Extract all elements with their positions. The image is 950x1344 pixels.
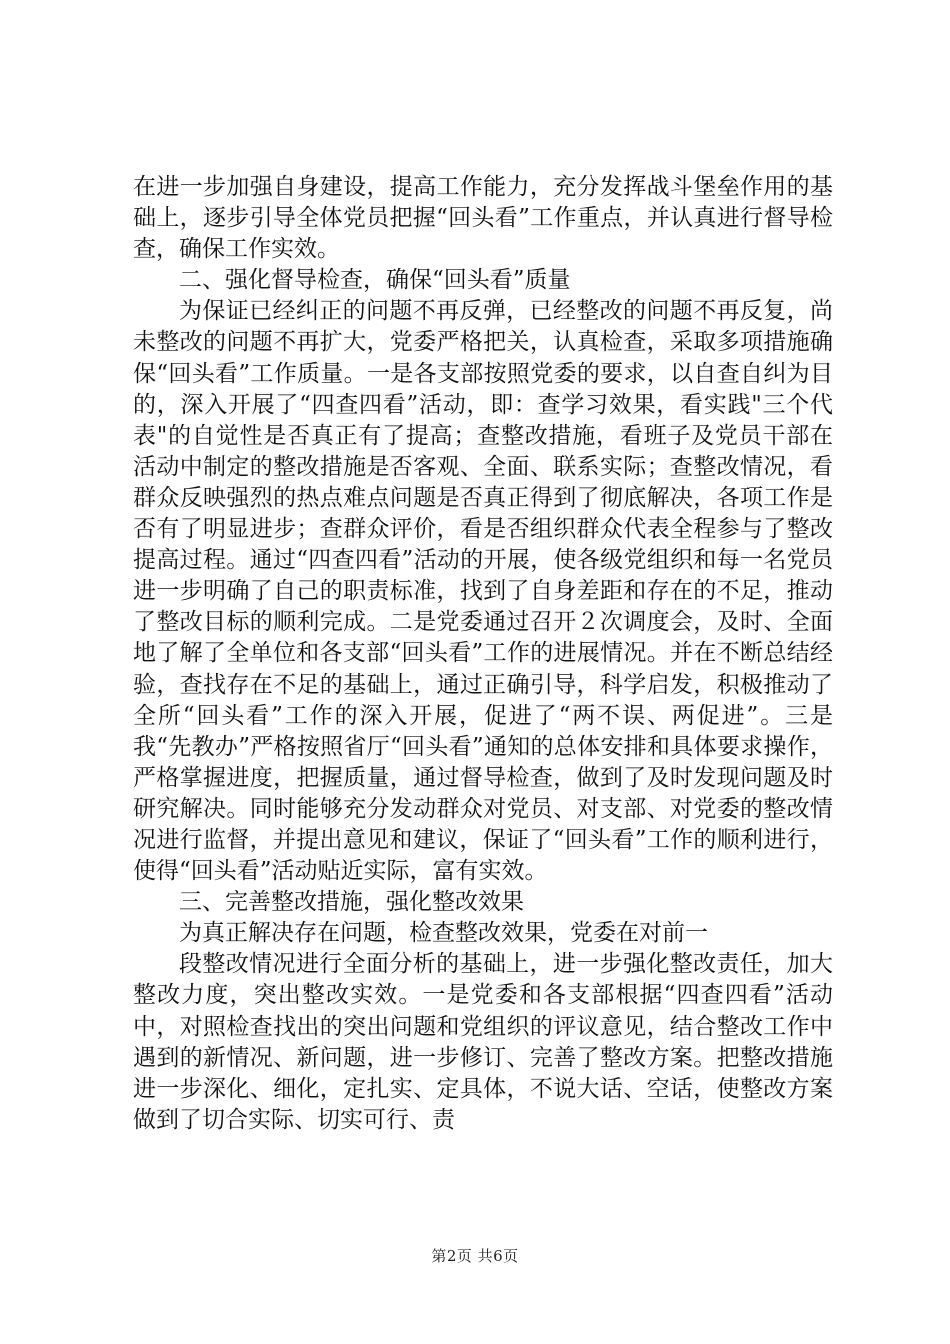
section-heading-2: 二、强化督导检查，确保“回头看”质量 xyxy=(179,267,571,294)
document-body xyxy=(133,172,833,1136)
page-footer: 第2页 共6页 xyxy=(431,1247,519,1265)
paragraph-1: 在进一步加强自身建设，提高工作能力，充分发挥战斗堡垒作用的基础上，逐步引导全体党员把握“回头看”工作重点，并认真进行督导检查，确保工作实效。 xyxy=(133,174,833,263)
paragraph-3: 为真正解决存在问题，检查整改效果，党委在对前一 xyxy=(179,920,708,947)
section-heading-3: 三、完善整改措施，强化整改效果 xyxy=(179,889,524,916)
paragraph-4: 段整改情况进行全面分析的基础上，进一步强化整改责任，加大整改力度，突出整改实效。一是党委和各支部根据“四查四看”活动中，对照检查找出的突出问题和党组织的评议意见，结合整改工作中遇到的新情况、新问题，进一步修订、完善了整改方案。把整改措施进一步深化、细化，定扎实、定具体，不说大话、空话，使整改方案做到了切合实际、切实可行、责 xyxy=(133,951,833,1133)
paragraph-2: 为保证已经纠正的问题不再反弹，已经整改的问题不再反复，尚未整改的问题不再扩大，党委严格把关，认真检查，采取多项措施确保“回头看”工作质量。一是各支部按照党委的要求，以自查自纠为目的，深入开展了“四查四看”活动，即：查学习效果，看实践"三个代表"的自觉性是否真正有了提高；查整改措施，看班子及党员干部在活动中制定的整改措施是否客观、全面、联系实际；查整改情况，看群众反映强烈的热点难点问题是否真正得到了彻底解决，各项工作是否有了明显进步；查群众评价，看是否组织群众代表全程参与了整改提高过程。通过“四查四看”活动的开展，使各级党组织和每一名党员进一步明确了自己的职责标准，找到了自身差距和存在的不足，推动了整改目标的顺利完成。二是党委通过召开２次调度会，及时、全面地了解了全单位和各支部“回头看”工作的进展情况。并在不断总结经验，查找存在不足的基础上，通过正确引导，科学启发，积极推动了全所“回头看”工作的深入开展，促进了“两不误、两促进”。三是我“先教办”严格按照省厅“回头看”通知的总体安排和具体要求操作，严格掌握进度，把握质量，通过督导检查，做到了及时发现问题及时研究解决。同时能够充分发动群众对党员、对支部、对党委的整改情况进行监督，并提出意见和建议，保证了“回头看”工作的顺利进行，使得“回头看”活动贴近实际，富有实效。 xyxy=(133,298,833,885)
